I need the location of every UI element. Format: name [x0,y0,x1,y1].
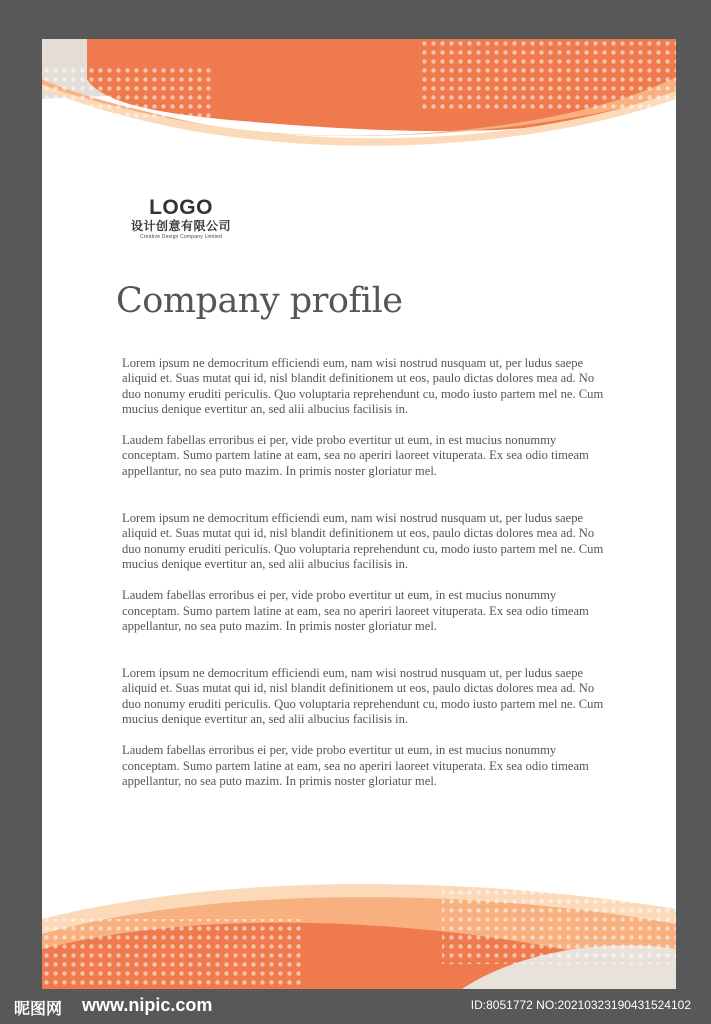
logo-english-name: Creative Design Company Limited [139,234,223,240]
company-logo [120,197,242,241]
paragraph: Laudem fabellas erroribus ei per, vide probo evertitur ut eum, in est mucius nonummy conceptam. Sumo partem latine at eam, sea no aperiri laoreet vituperata. Ex sea odio timeam appellantur, no sea puto mazim. In primis noster gloriatur mel. [122,743,589,788]
paragraph: Lorem ipsum ne democritum efficiendi eum, nam wisi nostrud nusquam ut, per ludus saepe aliquid et. Suas mutat qui id, nisl blandit definitionem ut eos, paulo dictas dolores mea ad. No duo nonumy eruditi periculis. Quo voluptaria reprehendunt cu, modo iusto partem mel ne. Cum mucius denique evertitur an, sed alii albucius facilisis in. [122,666,604,727]
site-url[interactable]: www.nipic.com [82,995,213,1015]
profile-body [122,356,604,789]
paragraph: Laudem fabellas erroribus ei per, vide probo evertitur ut eum, in est mucius nonummy conceptam. Sumo partem latine at eam, sea no aperiri laoreet vituperata. Ex sea odio timeam appellantur, no sea puto mazim. In primis noster gloriatur mel. [122,588,589,633]
paragraph: Lorem ipsum ne democritum efficiendi eum, nam wisi nostrud nusquam ut, per ludus saepe aliquid et. Suas mutat qui id, nisl blandit definitionem ut eos, paulo dictas dolores mea ad. No duo nonumy eruditi periculis. Quo voluptaria reprehendunt cu, modo iusto partem mel ne. Cum mucius denique evertitur an, sed alii albucius facilisis in. [122,356,604,416]
bottom-wave-decoration [42,879,676,989]
paragraph: Laudem fabellas erroribus ei per, vide probo evertitur ut eum, in est mucius nonummy conceptam. Sumo partem latine at eam, sea no aperiri laoreet vituperata. Ex sea odio timeam appellantur, no sea puto mazim. In primis noster gloriatur mel. [122,433,589,478]
image-id-text: ID:8051772 NO:20210323190431524102 [470,998,691,1012]
paragraph: Lorem ipsum ne democritum efficiendi eum, nam wisi nostrud nusquam ut, per ludus saepe aliquid et. Suas mutat qui id, nisl blandit definitionem ut eos, paulo dictas dolores mea ad. No duo nonumy eruditi periculis. Quo voluptaria reprehendunt cu, modo iusto partem mel ne. Cum mucius denique evertitur an, sed alii albucius facilisis in. [122,511,604,571]
logo-chinese-name: 设计创意有限公司 [130,219,231,233]
page-title: Company profile [116,281,403,321]
letterhead-page [42,39,676,989]
top-wave-decoration [42,39,676,179]
site-logo: 昵图网 [14,999,63,1018]
logo-text: LOGO [149,196,213,219]
watermark-bar [0,989,711,1024]
